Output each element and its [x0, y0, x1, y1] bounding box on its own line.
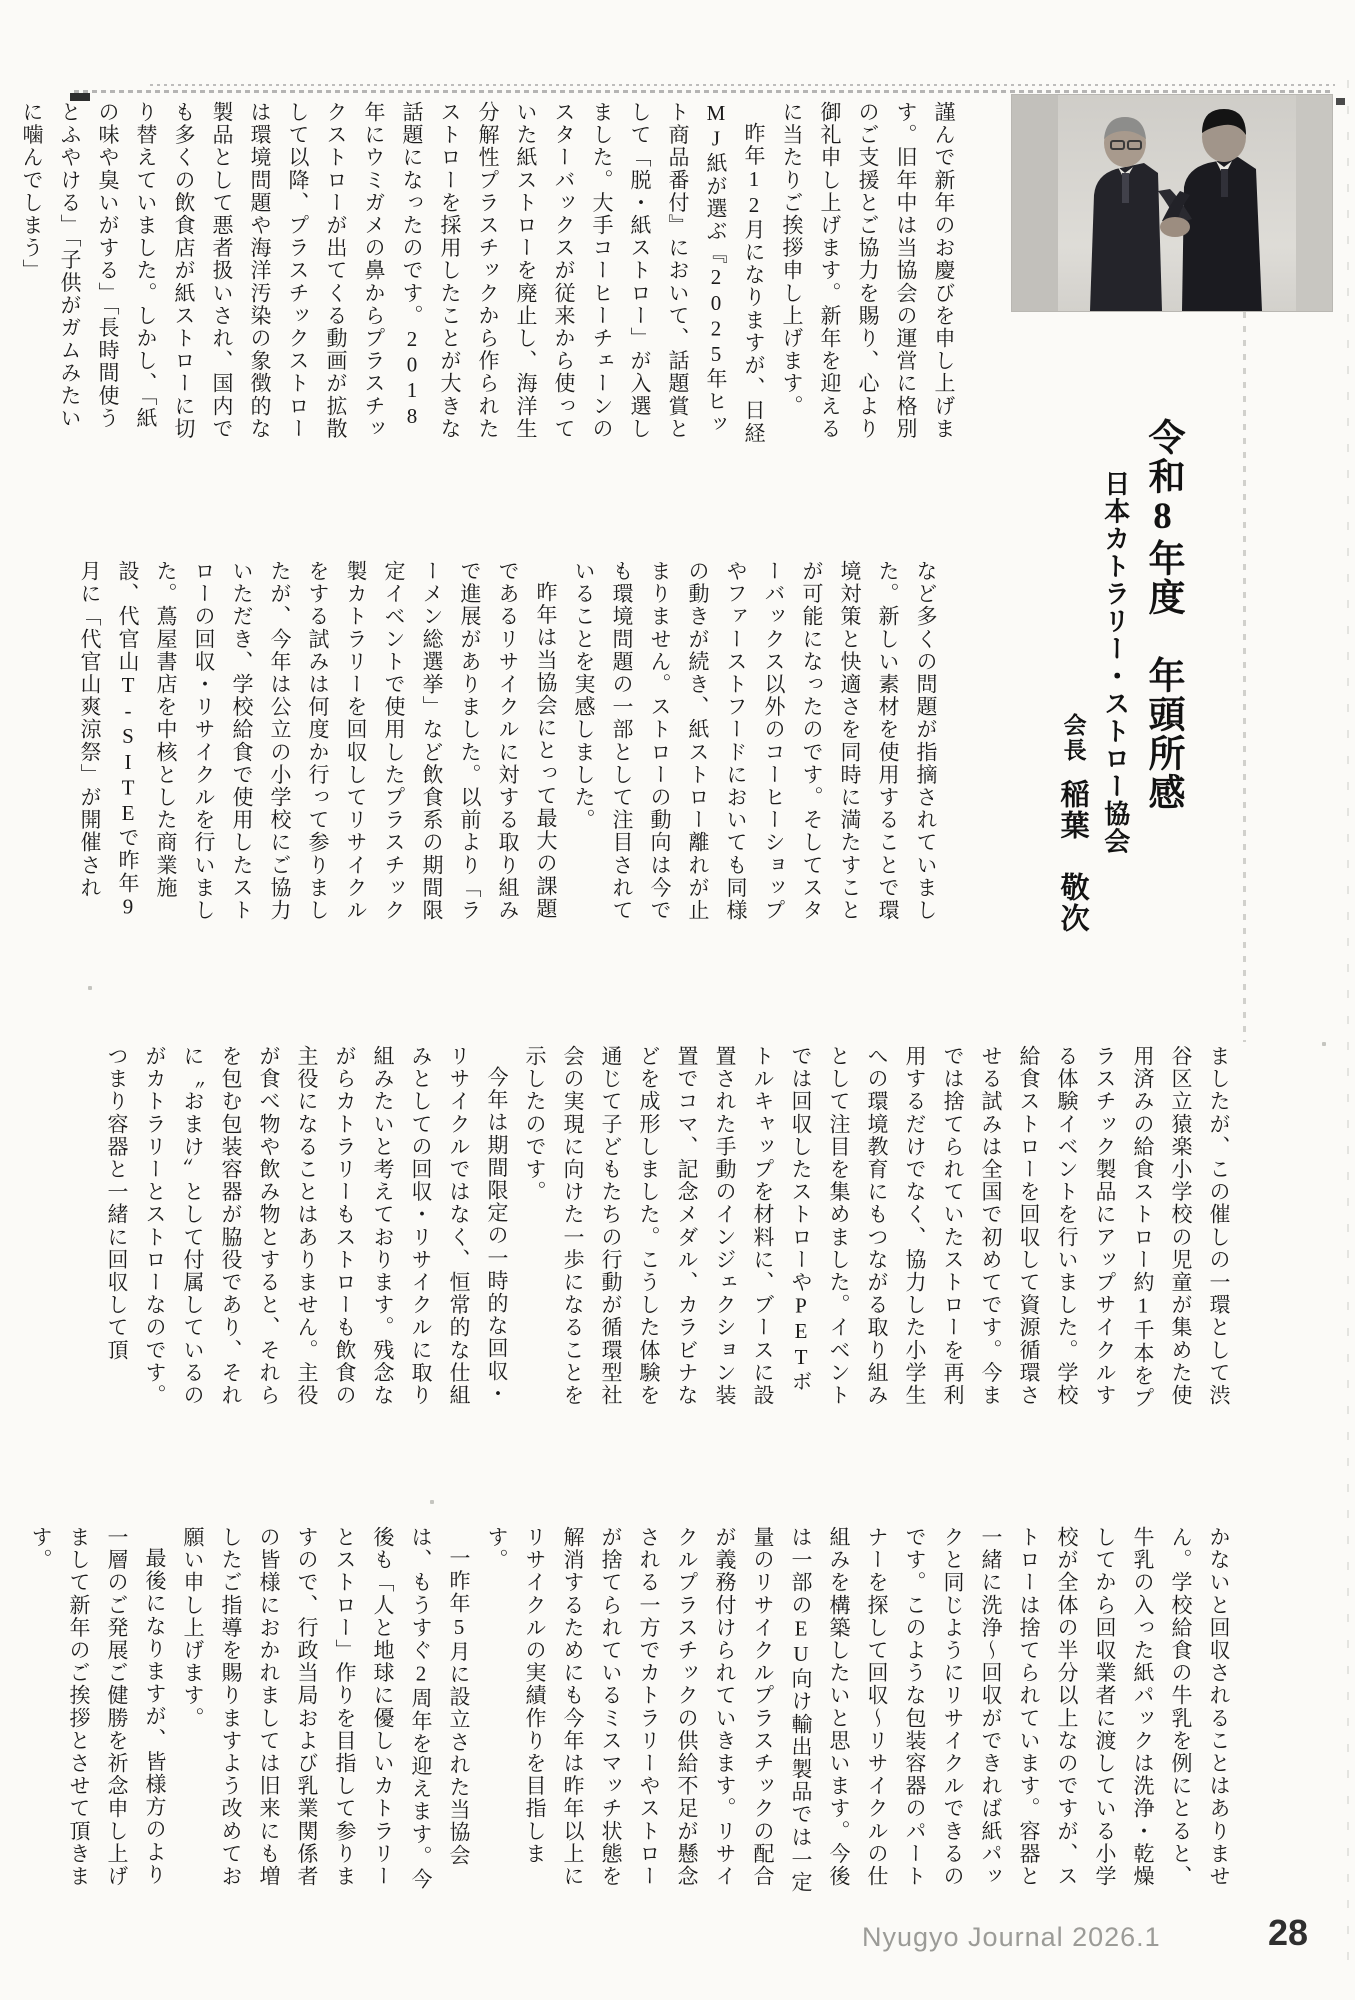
- article-band-2: [71, 560, 945, 928]
- handshake-photo-graphic: [1012, 95, 1332, 311]
- scan-speck: [430, 1500, 434, 1504]
- article-paragraph: など多くの問題が指摘されていました。新しい素材を使用することで環境対策と快適さを同時に満たすことが可能になったのです。そしてスターバックス以外のコーヒーショップやファーストフードにおいても同様の動きが続き、紙ストロー離れが止まりません。ストローの動向は今でも環境問題の一部として注目されていることを実感しました。: [572, 560, 938, 922]
- article-paragraph: かないと回収されることはありません。学校給食の牛乳を例にとると、牛乳の入った紙パックは洗浄・乾燥してから回収業者に渡している小学校が全体の半分以上なのですが、ストローは捨てられています。容器と一緒に洗浄〜回収ができれば紙パックと同じようにリサイクルできるのです。このような包装容器のパートナーを探して回収〜リサイクルの仕組みを構築したいと思います。今後は一部のEU向け輸出製品では一定量のリサイクルプラスチックの配合が義務付けられていきます。リサイクルプラスチックの供給不足が懸念される一方でカトラリーやストローが捨てられているミスマッチ状態を解消するためにも今年は昨年以上にリサイクルの実績作りを目指します。: [485, 1526, 1231, 1894]
- scan-artifact-top-line: [150, 84, 1335, 86]
- page-title: 令和8年度 年頭所感: [1142, 418, 1183, 812]
- author-line: [1055, 418, 1090, 983]
- author-name: 稲葉 敬次: [1056, 779, 1089, 934]
- organization-name: 日本カトラリー・ストロー協会: [1100, 470, 1130, 855]
- article-paragraph: 最後になりますが、皆様方のより一層のご発展ご健勝を祈念申し上げまして新年のご挨拶とさせて頂きます。: [29, 1526, 167, 1888]
- article-paragraph: 今年は期間限定の一時的な回収・リサイクルではなく、恒常的な仕組みとしての回収・リサイクルに取り組みたいと考えております。残念ながらカトラリーもストローも飲食の主役になることはありません。主役が食べ物や飲み物とすると、それらを包む包装容器が脇役であり、それに〝おまけ〟として付属しているのがカトラリーとストローなのです。つまり容器と一緒に回収して頂: [105, 1045, 509, 1407]
- article-paragraph: 一昨年5月に設立された当協会は、もうすぐ2周年を迎えます。今後も「人と地球に優しいカトラリーとストロー」作りを目指して参りますので、行政当局および乳業関係者の皆様におかれましては旧来にも増したご指導を賜りますよう改めてお願い申し上げます。: [181, 1526, 471, 1891]
- handshake-photo: [1012, 95, 1332, 311]
- article-paragraph: ましたが、この催しの一環として渋谷区立猿楽小学校の児童が集めた使用済みの給食ストロー約1千本をプラスチック製品にアップサイクルする体験イベントを行いました。学校給食ストローを回収して資源循環させる試みは全国で初めてです。今までは捨てられていたストローを再利用するだけでなく、協力した小学生への環境教育にもつながる取り組みとして注目を集めました。イベントでは回収したストローやPETボトルキャップを材料に、ブースに設置された手動のインジェクション装置でコマ、記念メダル、カラビナなどを成形しました。こうした体験を通じて子どもたちの行動が循環型社会の実現に向けた一歩になることを示したのです。: [523, 1045, 1231, 1410]
- author-role: 会長: [1060, 713, 1086, 763]
- scan-speck: [88, 986, 92, 990]
- scan-artifact-page-edge: [1347, 80, 1349, 1960]
- author-spacer: [1065, 763, 1082, 779]
- page-number: 28: [1268, 1912, 1309, 1953]
- article-band-1: [13, 101, 963, 445]
- journal-name: Nyugyo Journal 2026.1: [862, 1922, 1161, 1952]
- scan-artifact-left-mark: [70, 93, 90, 101]
- article-paragraph: 昨年12月になりますが、日経MJ紙が選ぶ『2025年ヒット商品番付』において、話題賞として「脱・紙ストロー」が入選しました。大手コーヒーチェーンのスターバックスが従来から使っていた紙ストローを廃止し、海洋生分解性プラスチックから作られたストローを採用したことが大きな話題になったのです。2018年にウミガメの鼻からプラスチックストローが出てくる動画が拡散して以降、プラスチックストローは環境問題や海洋汚染の象徴的な製品として悪者扱いされ、国内でも多くの飲食店が紙ストローに切り替えていました。しかし、「紙の味や臭いがする」「長時間使うとふやける」「子供がガムみたいに噛んでしまう」: [20, 101, 766, 445]
- article-band-3: [98, 1045, 1238, 1413]
- article-band-4: [22, 1526, 1238, 1894]
- article-paragraph: 昨年は当協会にとって最大の課題であるリサイクルに対する取り組みで進展がありました。以前より「ラーメン総選挙」など飲食系の期間限定イベントで使用したプラスチック製カトラリーを回収してリサイクルをする試みは何度か行って参りましたが、今年は公立の小学校にご協力いただき、学校給食で使用したストローの回収・リサイクルを行いました。蔦屋書店を中核とした商業施設、代官山T-SITEで昨年9月に「代官山爽涼祭」が開催され: [78, 560, 558, 922]
- scan-speck: [1322, 1042, 1326, 1046]
- headline-block: [1055, 418, 1240, 983]
- article-paragraph: 謹んで新年のお慶びを申し上げます。旧年中は当協会の運営に格別のご支援とご協力を賜り、心より御礼申し上げます。新年を迎えるに当たりご挨拶申し上げます。: [780, 101, 956, 440]
- scan-artifact-top-line-2: [74, 90, 1334, 93]
- scan-artifact-right-mark: [1336, 98, 1345, 105]
- scan-artifact-vertical-streak: [1243, 312, 1246, 1042]
